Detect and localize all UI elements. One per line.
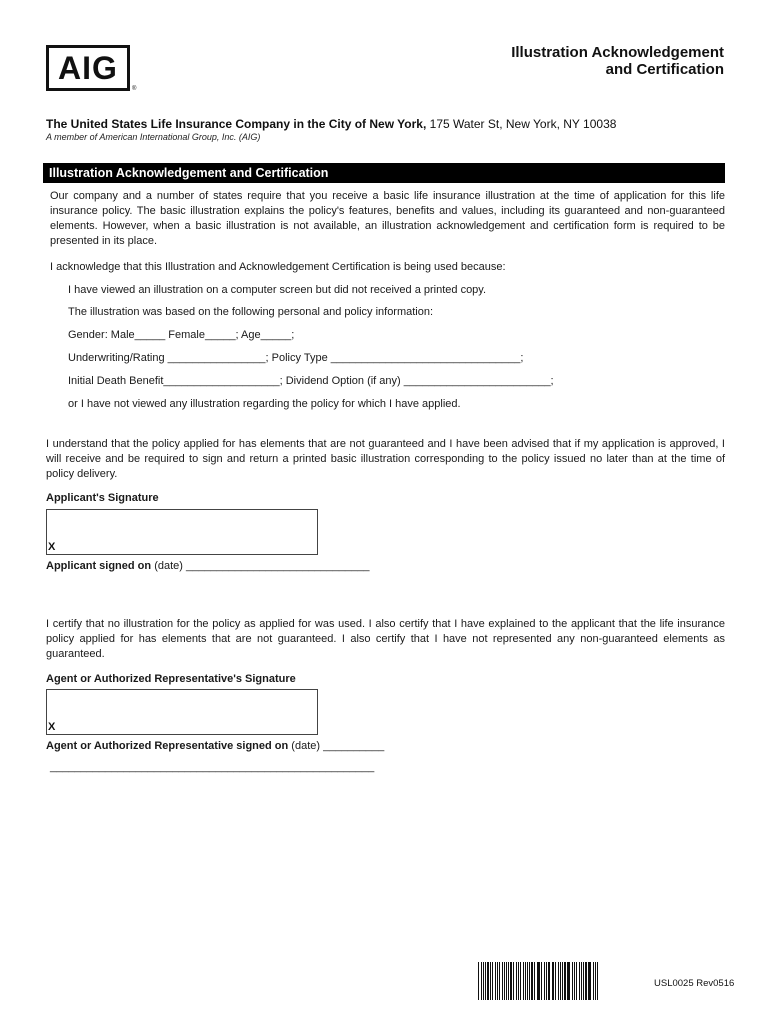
intro-paragraph: Our company and a number of states require that you receive a basic life insurance illustration at the time of application for this life insurance policy. The basic illustration explains the policy's features, benefits and values, including its guaranteed and non-guaranteed elements. However, when a basic illustration is not available, an illustration acknowledgement and certification form is required to be presented in its place. [50,190,725,247]
barcode-bar [555,962,556,1000]
applicant-date-label: (date) [154,560,183,572]
barcode-bar [558,962,559,1000]
barcode-bar [499,962,500,1000]
barcode-bar [481,962,482,1000]
barcode-bar [520,962,521,1000]
barcode-bar [523,962,524,1000]
barcode-bar [595,962,596,1000]
barcode-bar [537,962,538,1000]
barcode-bar [568,962,570,1000]
agent-date-field-continued[interactable]: _____________________________________________________ [50,761,375,773]
applicant-signed-on-label: Applicant signed on [46,560,152,572]
agent-x-mark: X [48,721,56,733]
barcode-bar [541,962,542,1000]
agent-signed-on-label: Agent or Authorized Representative signed on [46,740,289,752]
barcode-bar [529,962,530,1000]
agent-date-label: (date) [291,740,321,752]
barcode-bar [597,962,598,1000]
agent-signature-label: Agent or Authorized Representative's Signature [46,673,296,685]
barcode-bar [564,962,565,1000]
company-line [46,117,616,131]
aig-logo [46,45,130,91]
barcode-bar [552,962,553,1000]
barcode-bar [513,962,514,1000]
barcode-bar [576,962,577,1000]
barcode-bar [583,962,584,1000]
option-not-viewed: or I have not viewed any illustration regarding the policy for which I have applied. [68,398,461,410]
agent-signed-on-line [46,739,384,753]
document-title-line-1: Illustration Acknowledgement [511,44,724,61]
document-title-line-2: and Certification [605,61,724,78]
applicant-x-mark: X [48,541,56,553]
member-note: A member of American International Group, Inc. (AIG) [46,132,261,142]
barcode-bar [478,962,479,1000]
barcode-bar [485,962,486,1000]
barcode-bar [504,962,505,1000]
barcode-bar [574,962,575,1000]
registered-mark: ® [132,86,137,92]
barcode-bar [527,962,528,1000]
barcode-bar [581,962,582,1000]
barcode-bar [525,962,526,1000]
barcode [478,962,600,1000]
logo-text: AIG [58,50,118,86]
barcode-bar [544,962,545,1000]
barcode-bar [531,962,533,1000]
barcode-bar [593,962,594,1000]
acknowledge-statement: I acknowledge that this Illustration and Acknowledgement Certification is being used because: [50,261,506,273]
barcode-bar [510,962,512,1000]
barcode-bar [546,962,547,1000]
barcode-bar [567,962,568,1000]
document-title [511,44,724,78]
barcode-bar [516,962,517,1000]
agent-signature-box[interactable] [46,689,318,735]
barcode-bar [487,962,489,1000]
applicant-date-field[interactable]: ______________________________ [186,560,370,572]
barcode-bar [562,962,563,1000]
barcode-bar [518,962,519,1000]
barcode-bar [492,962,493,1000]
death-benefit-dividend-line[interactable]: Initial Death Benefit___________________; Dividend Option (if any) ________________________; [68,375,554,387]
barcode-bar [579,962,580,1000]
barcode-bar [495,962,496,1000]
barcode-bar [534,962,535,1000]
company-name: The United States Life Insurance Company in the City of New York, [46,117,427,131]
barcode-bar [588,962,589,1000]
barcode-bar [560,962,561,1000]
applicant-signature-box[interactable] [46,509,318,555]
barcode-bar [538,962,539,1000]
barcode-bar [483,962,484,1000]
barcode-bar [490,962,491,1000]
barcode-bar [548,962,550,1000]
barcode-bar [502,962,503,1000]
applicant-signature-label: Applicant's Signature [46,492,159,504]
barcode-bar [553,962,554,1000]
barcode-bar [585,962,586,1000]
option-based-on: The illustration was based on the following personal and policy information: [68,306,434,318]
barcode-bar [506,962,507,1000]
understand-paragraph: I understand that the policy applied for has elements that are not guaranteed and I have been advised that if my application is approved, I will receive and be required to sign and return a printed basic illustration corresponding to the policy issued no later than at the time of policy delivery. [46,438,725,480]
barcode-bar [497,962,498,1000]
barcode-bar [572,962,573,1000]
gender-age-line[interactable]: Gender: Male_____ Female_____; Age_____; [68,329,295,341]
company-address: 175 Water St, New York, NY 10038 [429,117,617,131]
option-screen: I have viewed an illustration on a computer screen but did not received a printed copy. [68,284,487,296]
barcode-bar [589,962,591,1000]
agent-date-field[interactable]: __________ [323,740,385,752]
underwriting-policy-line[interactable]: Underwriting/Rating ________________; Policy Type _______________________________; [68,352,524,364]
agent-certify-paragraph: I certify that no illustration for the policy as applied for was used. I also certify that I have explained to the applicant that the life insurance policy applied for has elements that are not guaranteed. I also certify that I have not represented any non-guaranteed elements as guaranteed. [46,618,725,660]
section-title: Illustration Acknowledgement and Certification [43,163,725,183]
form-code: USL0025 Rev0516 [654,978,735,989]
barcode-bar [508,962,509,1000]
applicant-signed-on-line [46,559,370,573]
